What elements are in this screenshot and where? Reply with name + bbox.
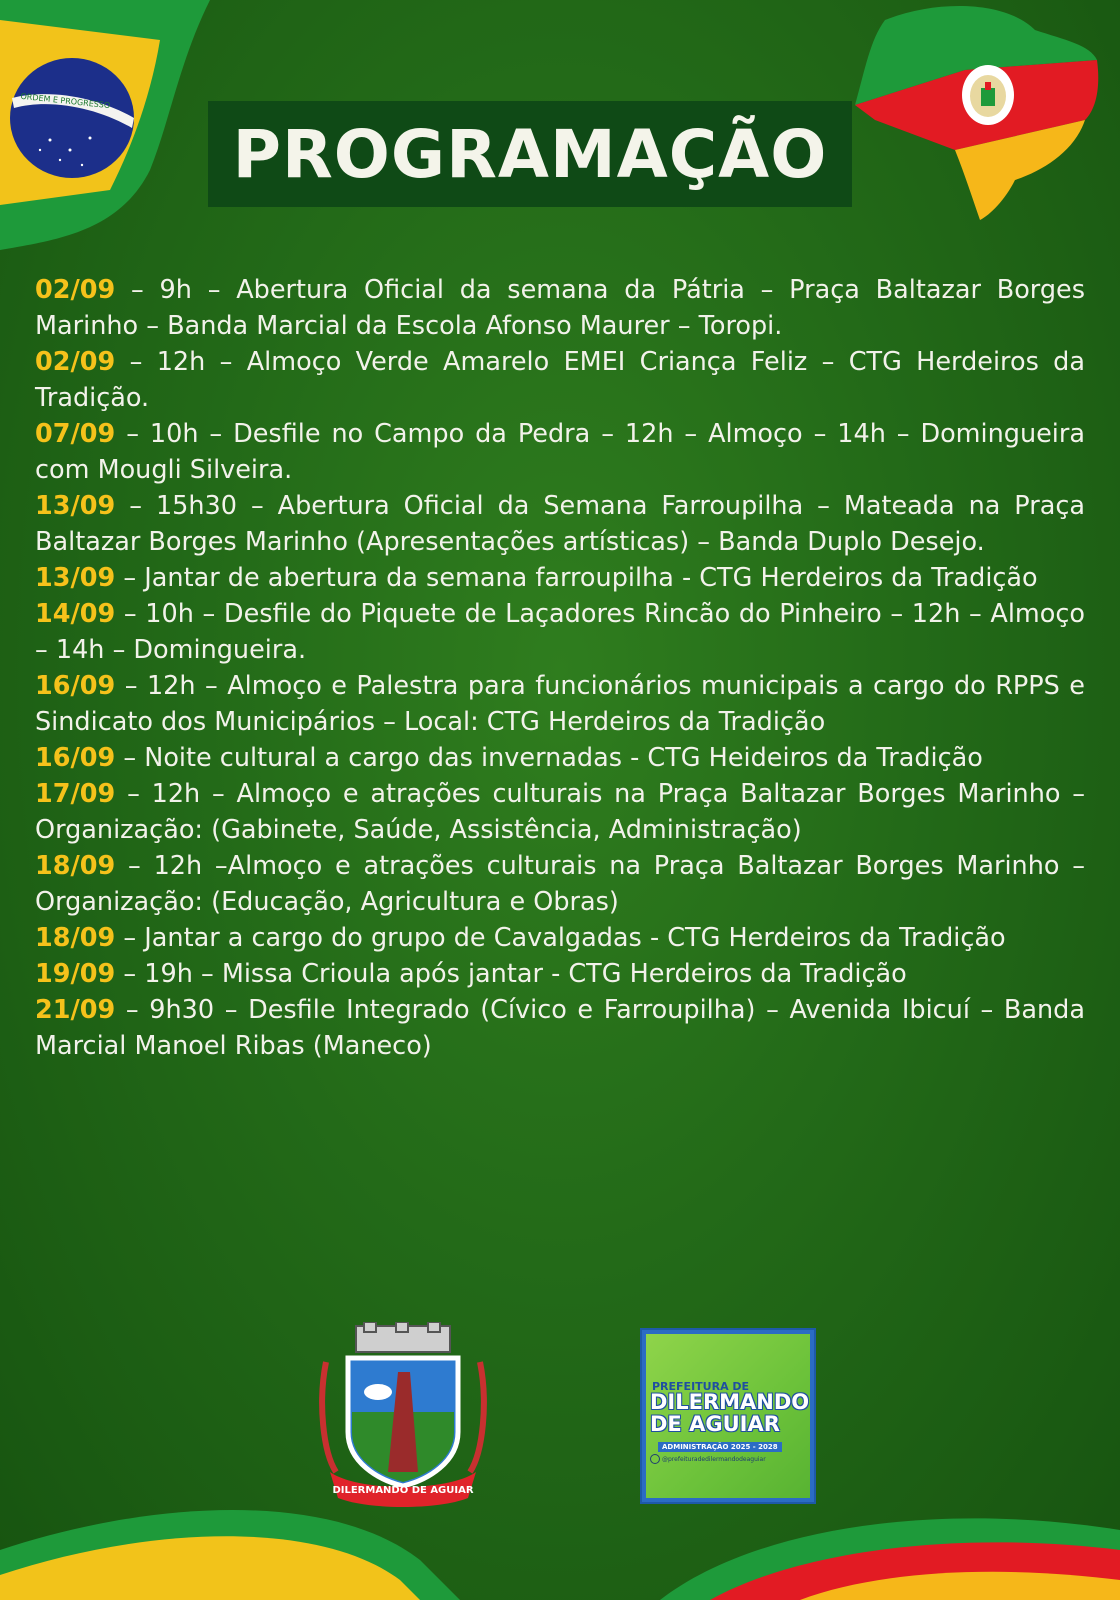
schedule-item: [35, 668, 1085, 740]
schedule-item: [35, 992, 1085, 1064]
schedule-date: 17/09: [35, 779, 116, 809]
coat-of-arms-banner: DILERMANDO DE AGUIAR: [332, 1485, 474, 1496]
schedule-date: 18/09: [35, 923, 116, 953]
schedule-item: [35, 848, 1085, 920]
schedule-date: 19/09: [35, 959, 116, 989]
brazil-ribbon-icon: [0, 1490, 560, 1600]
schedule-date: 21/09: [35, 995, 116, 1025]
globe-icon: [650, 1454, 660, 1464]
schedule-date: 18/09: [35, 851, 116, 881]
schedule-item: [35, 956, 1085, 992]
prefeitura-logo-panel: [646, 1334, 810, 1498]
schedule-text: – Jantar de abertura da semana farroupilha - CTG Herdeiros da Tradição: [115, 563, 1038, 593]
schedule-date: 02/09: [35, 275, 116, 305]
rs-ribbon-icon: [600, 1490, 1120, 1600]
schedule-item: [35, 344, 1085, 416]
schedule-text: – 9h30 – Desfile Integrado (Cívico e Farroupilha) – Avenida Ibicuí – Banda Marcial Manoel Ribas (Maneco): [35, 995, 1085, 1061]
schedule-text: – 15h30 – Abertura Oficial da Semana Farroupilha – Mateada na Praça Baltazar Borges Marinho (Apresentações artísticas) – Banda Duplo Desejo.: [35, 491, 1085, 557]
schedule-item: [35, 416, 1085, 488]
schedule-item: [35, 272, 1085, 344]
prefeitura-admin: ADMINISTRAÇÃO 2025 - 2028: [658, 1442, 782, 1452]
schedule-item: [35, 920, 1085, 956]
schedule-date: 16/09: [35, 671, 116, 701]
schedule-item: [35, 776, 1085, 848]
prefeitura-line2: DILERMANDO: [650, 1390, 810, 1414]
brazil-flag-motto: ORDEM E PROGRESSO: [20, 91, 111, 111]
schedule-text: – 10h – Desfile no Campo da Pedra – 12h – Almoço – 14h – Domingueira com Mougli Silveira.: [35, 419, 1085, 485]
schedule-text: – 12h – Almoço e atrações culturais na Praça Baltazar Borges Marinho – Organização: (Gabinete, Saúde, Assistência, Administração): [35, 779, 1085, 845]
schedule-item: [35, 740, 1085, 776]
schedule-date: 13/09: [35, 563, 116, 593]
schedule-item: [35, 488, 1085, 560]
prefeitura-social: @prefeituradedilermandodeaguiar: [662, 1456, 766, 1463]
schedule-text: – 12h – Almoço e Palestra para funcionários municipais a cargo do RPPS e Sindicato dos Municipários – Local: CTG Herdeiros da Tradição: [35, 671, 1085, 737]
schedule-text: – 12h –Almoço e atrações culturais na Praça Baltazar Borges Marinho – Organização: (Educação, Agricultura e Obras): [35, 851, 1085, 917]
schedule-text: – 10h – Desfile do Piquete de Laçadores Rincão do Pinheiro – 12h – Almoço – 14h – Domingueira.: [35, 599, 1085, 665]
schedule-date: 16/09: [35, 743, 116, 773]
rs-flag-map-icon: [845, 0, 1105, 225]
prefeitura-line3: DE AGUIAR: [650, 1412, 780, 1436]
prefeitura-logo: [640, 1328, 816, 1504]
schedule-text: – 9h – Abertura Oficial da semana da Pátria – Praça Baltazar Borges Marinho – Banda Marcial da Escola Afonso Maurer – Toropi.: [35, 275, 1085, 341]
page-title: PROGRAMAÇÃO: [232, 115, 828, 193]
schedule-item: [35, 560, 1085, 596]
schedule-text: – Noite cultural a cargo das invernadas - CTG Heideiros da Tradição: [115, 743, 983, 773]
schedule-text: – 12h – Almoço Verde Amarelo EMEI Criança Feliz – CTG Herdeiros da Tradição.: [35, 347, 1085, 413]
title-box: [208, 101, 852, 207]
prefeitura-line1: PREFEITURA DE: [652, 1380, 750, 1393]
schedule-date: 14/09: [35, 599, 116, 629]
brazil-flag-icon: [0, 0, 215, 250]
schedule-text: – Jantar a cargo do grupo de Cavalgadas - CTG Herdeiros da Tradição: [115, 923, 1006, 953]
schedule-item: [35, 596, 1085, 668]
schedule-text: – 19h – Missa Crioula após jantar - CTG Herdeiros da Tradição: [115, 959, 907, 989]
schedule-date: 07/09: [35, 419, 116, 449]
schedule-date: 13/09: [35, 491, 116, 521]
schedule-date: 02/09: [35, 347, 116, 377]
schedule-list: [35, 272, 1085, 1064]
coat-of-arms-icon: [318, 1322, 488, 1512]
